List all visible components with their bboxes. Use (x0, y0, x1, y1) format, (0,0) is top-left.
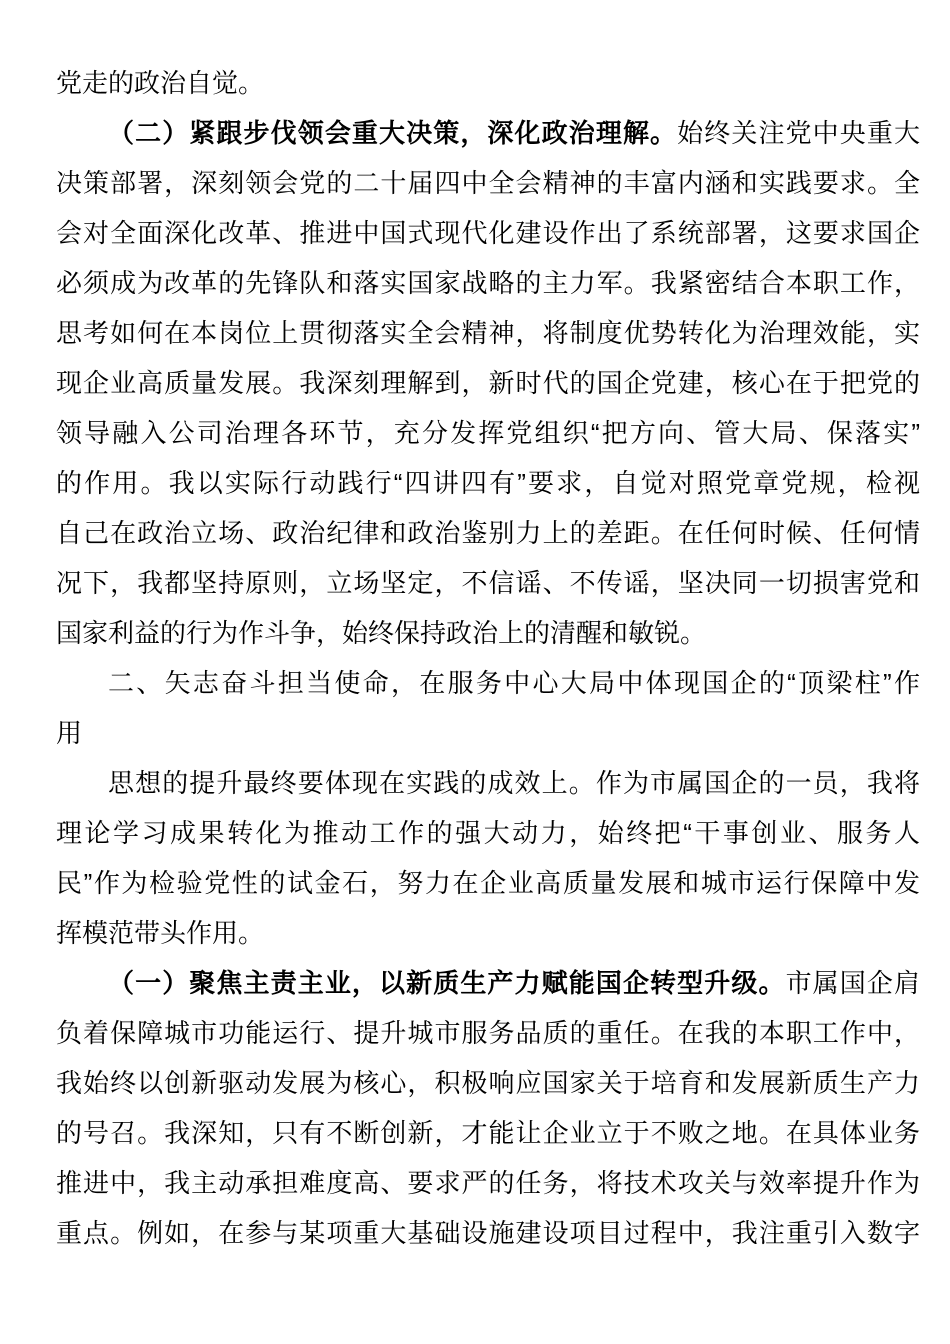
text-run: 的号召。我深知，只有不断创新，才能让企业立于不败之地。在具体业务 (56, 1118, 920, 1148)
text-run: 推进中，我主动承担难度高、要求严的任务，将技术攻关与效率提升作为 (56, 1168, 920, 1198)
document-text (56, 58, 920, 1258)
text-run: 党走的政治自觉。 (56, 68, 265, 98)
text-run: 市属国企肩 (785, 968, 920, 998)
text-line (56, 858, 920, 908)
text-line (56, 358, 920, 408)
text-run: 二、矢志奋斗担当使命，在服务中心大局中体现国企的“顶梁柱”作 (108, 668, 920, 698)
text-line (56, 108, 920, 158)
text-run: 民”作为检验党性的试金石，努力在企业高质量发展和城市运行保障中发 (56, 868, 920, 898)
text-run: 始终关注党中央重大 (677, 118, 920, 148)
text-run: 的作用。我以实际行动践行“四讲四有”要求，自觉对照党章党规，检视 (56, 468, 920, 498)
text-run: 领导融入公司治理各环节，充分发挥党组织“把方向、管大局、保落实” (56, 418, 920, 448)
text-run: 负着保障城市功能运行、提升城市服务品质的重任。在我的本职工作中， (56, 1018, 920, 1048)
text-line (56, 608, 920, 658)
text-run: 用 (56, 718, 83, 748)
text-line (56, 258, 920, 308)
text-line (56, 1208, 920, 1258)
text-line (56, 1108, 920, 1158)
text-line (56, 1008, 920, 1058)
text-line (56, 158, 920, 208)
text-run: 理论学习成果转化为推动工作的强大动力，始终把“干事创业、服务人 (56, 818, 920, 848)
section-heading-line (56, 658, 920, 708)
bold-text-run: （一）聚焦主责主业，以新质生产力赋能国企转型升级。 (108, 968, 786, 998)
text-line (56, 58, 920, 108)
text-run: 况下，我都坚持原则，立场坚定，不信谣、不传谣，坚决同一切损害党和 (56, 568, 920, 598)
text-run: 会对全面深化改革、推进中国式现代化建设作出了系统部署，这要求国企 (56, 218, 920, 248)
text-line (56, 508, 920, 558)
section-heading-line (56, 708, 920, 758)
text-line (56, 308, 920, 358)
text-run: 重点。例如，在参与某项重大基础设施建设项目过程中，我注重引入数字 (56, 1218, 920, 1248)
text-run: 思想的提升最终要体现在实践的成效上。作为市属国企的一员，我将 (108, 768, 920, 798)
text-line (56, 958, 920, 1008)
text-line (56, 1058, 920, 1108)
text-line (56, 758, 920, 808)
text-line (56, 458, 920, 508)
text-line (56, 808, 920, 858)
text-run: 现企业高质量发展。我深刻理解到，新时代的国企党建，核心在于把党的 (56, 368, 920, 398)
text-line (56, 1158, 920, 1208)
text-line (56, 908, 920, 958)
bold-text-run: （二）紧跟步伐领会重大决策，深化政治理解。 (108, 118, 678, 148)
text-run: 思考如何在本岗位上贯彻落实全会精神，将制度优势转化为治理效能，实 (56, 318, 920, 348)
text-run: 必须成为改革的先锋队和落实国家战略的主力军。我紧密结合本职工作， (56, 268, 920, 298)
text-line (56, 208, 920, 258)
text-run: 挥模范带头作用。 (56, 918, 265, 948)
text-run: 自己在政治立场、政治纪律和政治鉴别力上的差距。在任何时候、任何情 (56, 518, 920, 548)
text-run: 决策部署，深刻领会党的二十届四中全会精神的丰富内涵和实践要求。全 (56, 168, 920, 198)
text-line (56, 558, 920, 608)
text-run: 我始终以创新驱动发展为核心，积极响应国家关于培育和发展新质生产力 (56, 1068, 920, 1098)
text-run: 国家利益的行为作斗争，始终保持政治上的清醒和敏锐。 (56, 618, 707, 648)
text-line (56, 408, 920, 458)
